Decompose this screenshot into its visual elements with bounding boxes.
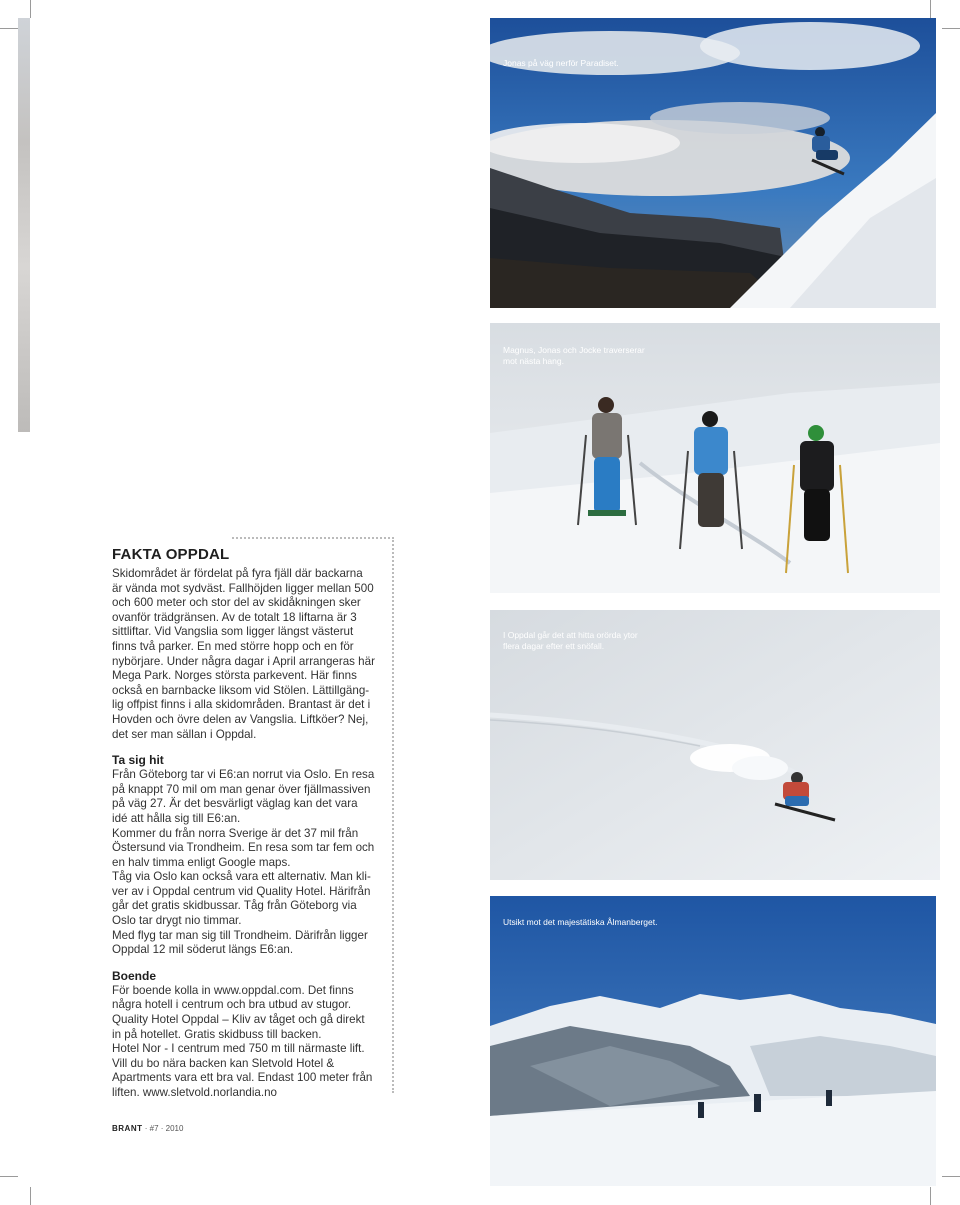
photo-skier-jump	[490, 18, 936, 308]
crop-mark	[30, 0, 31, 18]
lodging-text: För boende kolla in www.oppdal.com. Det finns några hotell i centrum och bra utbud av stugor. Quality Hotel Oppdal – Kliv av tåget och gå direkt in på hotellet. Gratis skidbuss till backen. Hotel Nor - I centrum med 750 m till närmaste lift. Vill du bo nära backen kan Sletvold Hotel & Apartments vara ett bra val. Endast 100 meter från liften. www.sletvold.norlandia.no	[112, 983, 373, 1099]
page-footer	[112, 1124, 183, 1133]
crop-mark	[942, 28, 960, 29]
fact-box	[112, 540, 384, 1101]
crop-mark	[30, 1187, 31, 1205]
photo-caption: Magnus, Jonas och Jocke traverserar mot nästa hang.	[503, 345, 645, 366]
travel-heading: Ta sig hit	[112, 753, 164, 768]
spine-photo-strip	[18, 18, 30, 432]
photo-caption: Jonas på väg nerför Paradiset.	[503, 58, 619, 68]
photo-mountain-view	[490, 896, 936, 1186]
crop-mark	[930, 0, 931, 18]
travel-text: Från Göteborg tar vi E6:an norrut via Oslo. En resa på knappt 70 mil om man genar över fjällmassiven på väg 27. Är det besvärligt väglag kan det vara idé att hålla sig till E6:an. Kommer du från norra Sverige är det 37 mil från Östersund via Trondheim. En resa som tar fem och en halv timma enligt Google maps. Tåg via Oslo kan också vara ett alternativ. Man kli- ver av i Oppdal centrum vid Quality Hotel. Härifrån går det gratis skidbussar. Tåg från Göteborg via Oslo tar drygt nio timmar. Med flyg tar man sig till Trondheim. Därifrån ligger Oppdal 12 mil söderut längs E6:an.	[112, 768, 375, 957]
crop-mark	[930, 1187, 931, 1205]
lodging-heading: Boende	[112, 968, 157, 983]
magazine-brand: BRANT	[112, 1124, 143, 1133]
fact-box-border-top	[232, 537, 394, 539]
photo-caption: Utsikt mot det majestätiska Ålmanberget.	[503, 917, 658, 927]
photo-powder-skier	[490, 610, 940, 880]
fact-box-intro: Skidområdet är fördelat på fyra fjäll där backarna är vända mot sydväst. Fallhöjden ligger mellan 500 och 600 meter och stor del av skidåkningen sker ovanför trädgränsen. Av de totalt 18 liftarna är 3 sittliftar. Vid Vangslia som ligger längst västerut finns två parker. En med större hopp och en för nybörjare. Under några dagar i April arrangeras här Mega Park. Norges största parkevent. Här finns också en barnbacke liksom vid Stölen. Lättillgäng- lig offpist finns i alla skidområden. Brantast är det i Hovden och övre delen av Vangslia. Liftköer? Nej, det ser man sällan i Oppdal.	[112, 567, 375, 741]
issue-info: · #7 · 2010	[144, 1124, 184, 1133]
photo-skiers-traverse	[490, 323, 940, 593]
crop-mark	[0, 28, 18, 29]
crop-mark	[942, 1176, 960, 1177]
photo-caption: I Oppdal går det att hitta orörda ytor flera dagar efter ett snöfall.	[503, 630, 638, 651]
fact-box-title: FAKTA OPPDAL	[112, 546, 230, 563]
crop-mark	[0, 1176, 18, 1177]
fact-box-border-right	[392, 537, 394, 1093]
